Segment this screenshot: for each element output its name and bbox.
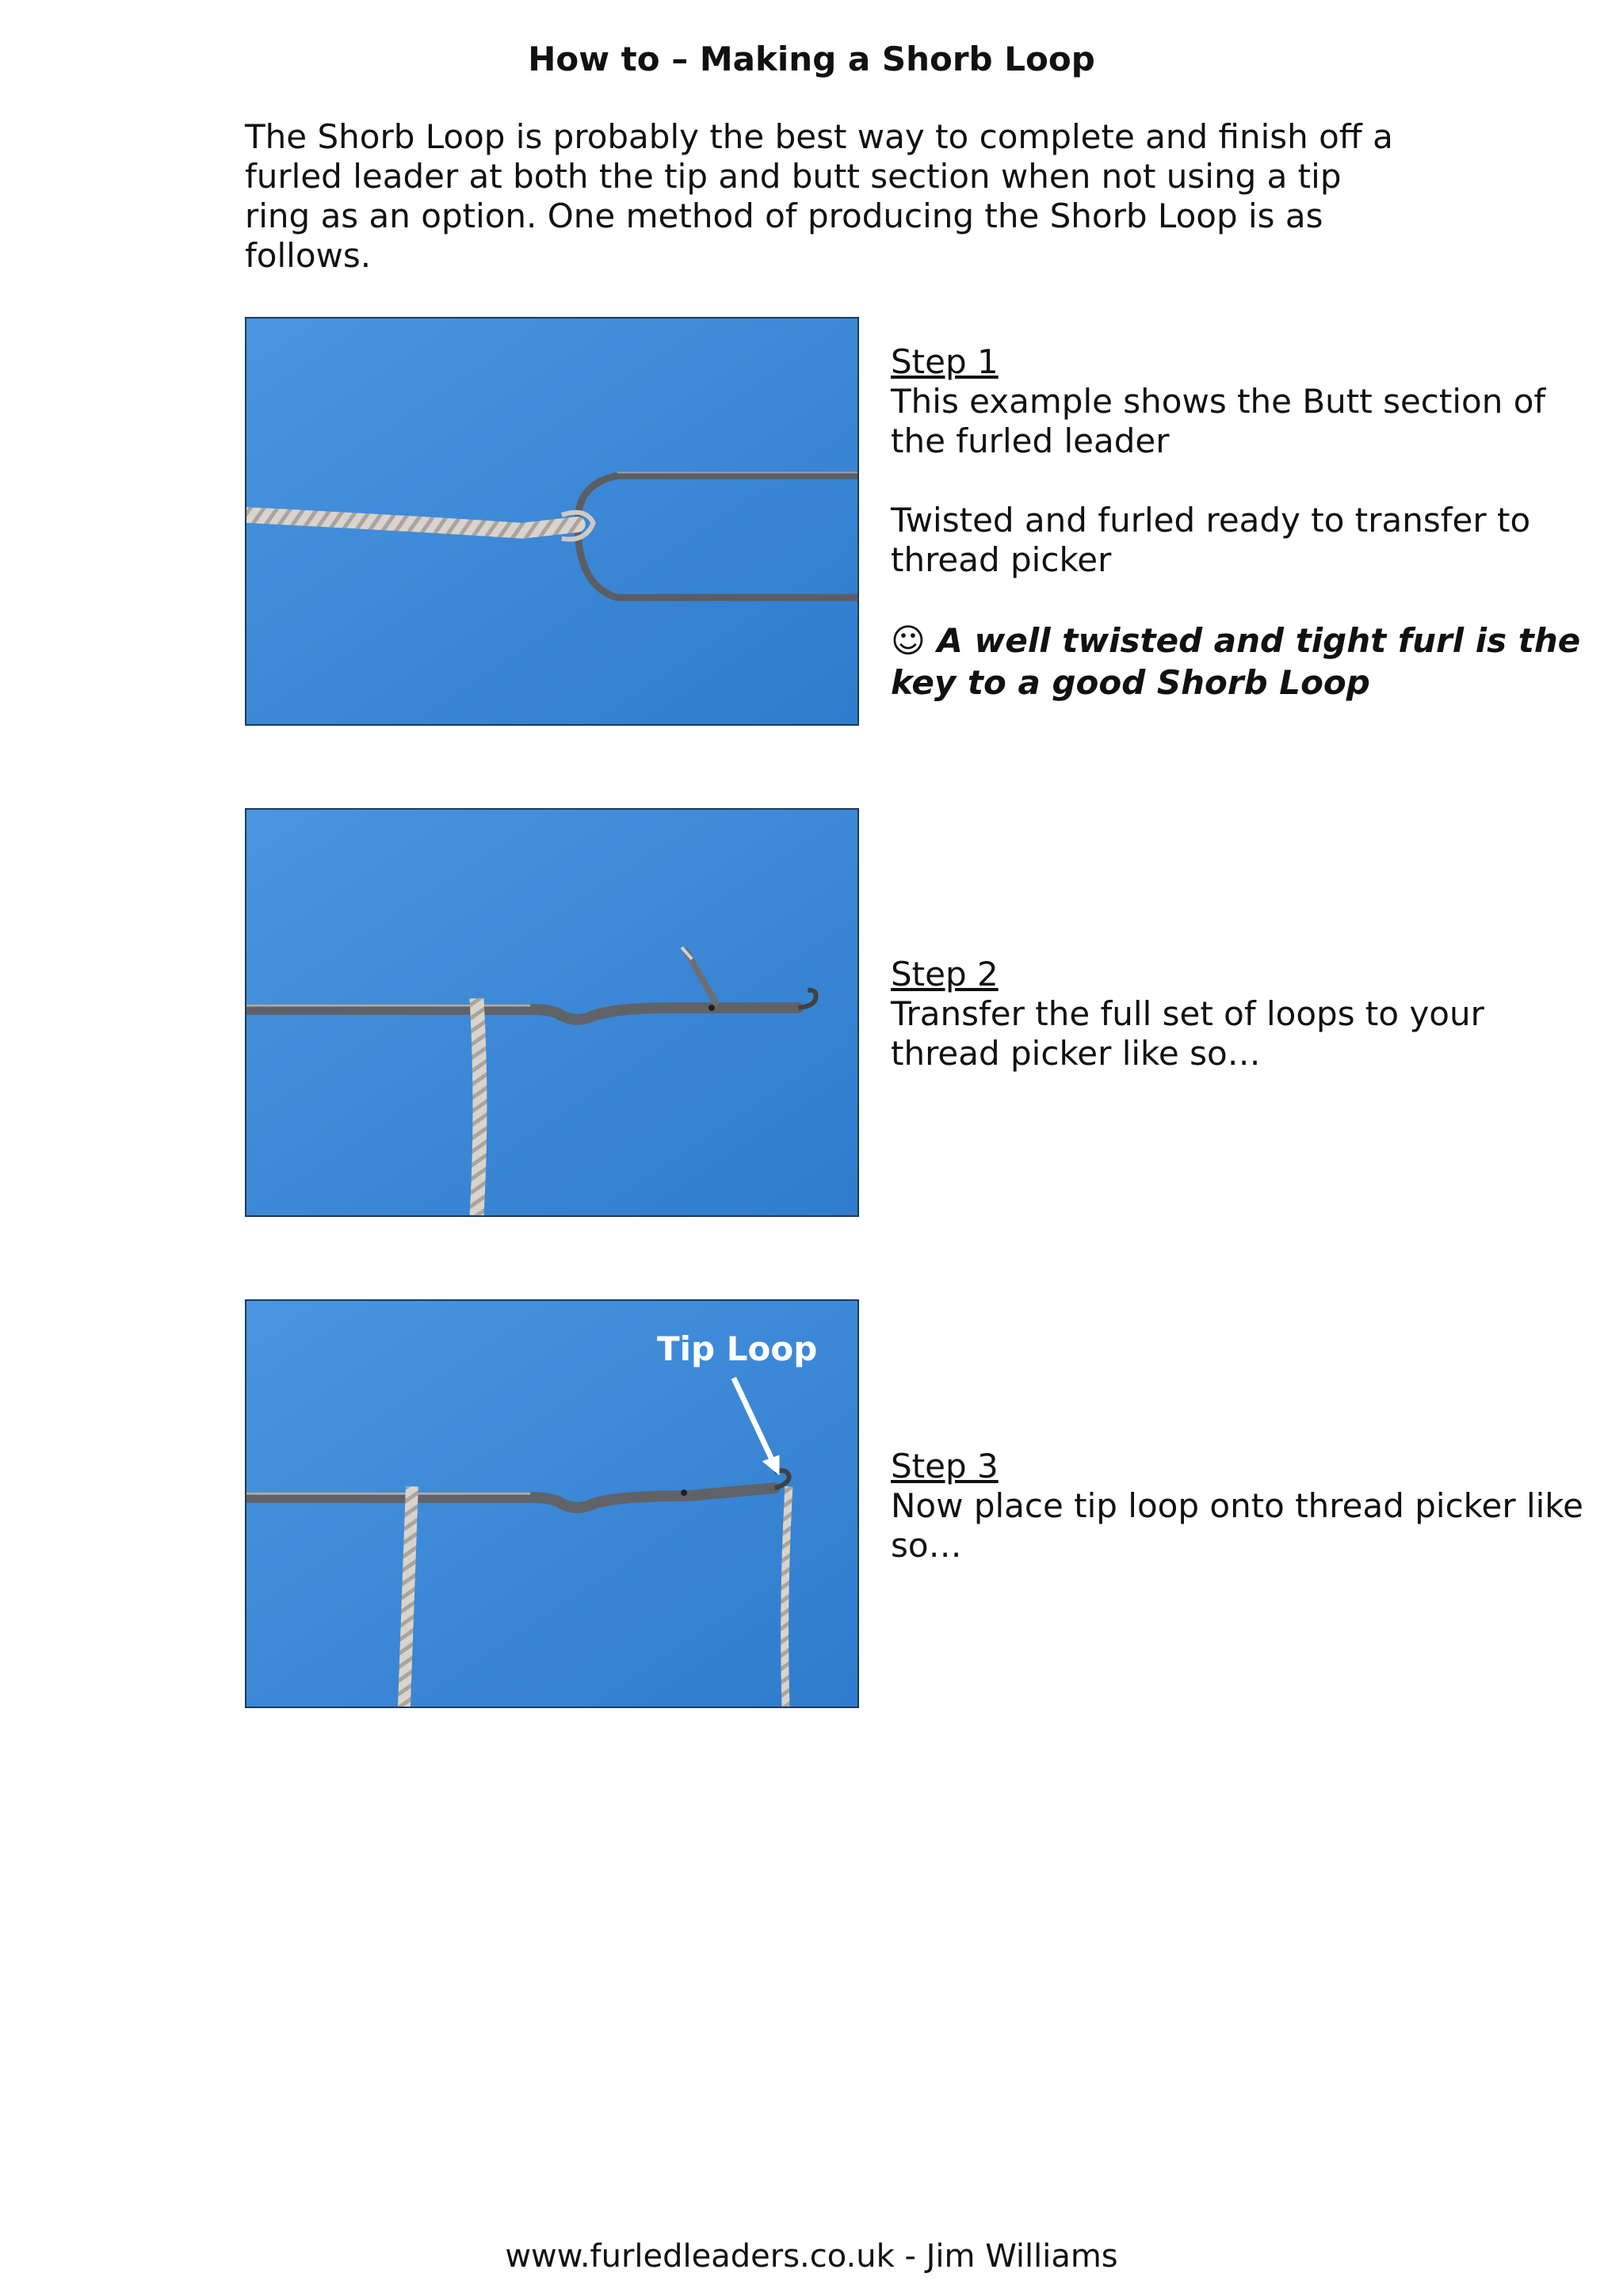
step-2-description: Transfer the full set of loops to your thread picker like so… [891,994,1484,1073]
step-3-description: Now place tip loop onto thread picker like so… [891,1486,1583,1565]
step-1-heading: Step 1 [891,342,999,381]
step-3-text [891,1447,1588,1566]
step-2-photo [245,808,859,1217]
step-2-heading: Step 2 [891,955,999,994]
tip-loop-label: Tip Loop [657,1329,818,1368]
intro-paragraph: The Shorb Loop is probably the best way to complete and finish off a furled leader at both the tip and butt section when not using a tip ring as an option. One method of producing the Shorb Loop is as follows. [245,117,1393,275]
footer-credit: www.furledleaders.co.uk - Jim Williams [505,2238,1118,2275]
step-1-note: Twisted and furled ready to transfer to thread picker [891,501,1531,579]
step-3-photo [245,1299,859,1708]
step-3-heading: Step 3 [891,1447,999,1486]
step-1-text [891,342,1588,704]
step-1-photo [245,317,859,726]
step-1-tip [891,620,1588,704]
page-title: How to – Making a Shorb Loop [528,40,1095,78]
step-1-description: This example shows the Butt section of the furled leader [891,382,1546,460]
step-2-text [891,955,1588,1074]
step-1-tip-text: A well twisted and tight furl is the key to a good Shorb Loop [891,621,1581,702]
smiley-icon: ☺ [891,621,926,660]
